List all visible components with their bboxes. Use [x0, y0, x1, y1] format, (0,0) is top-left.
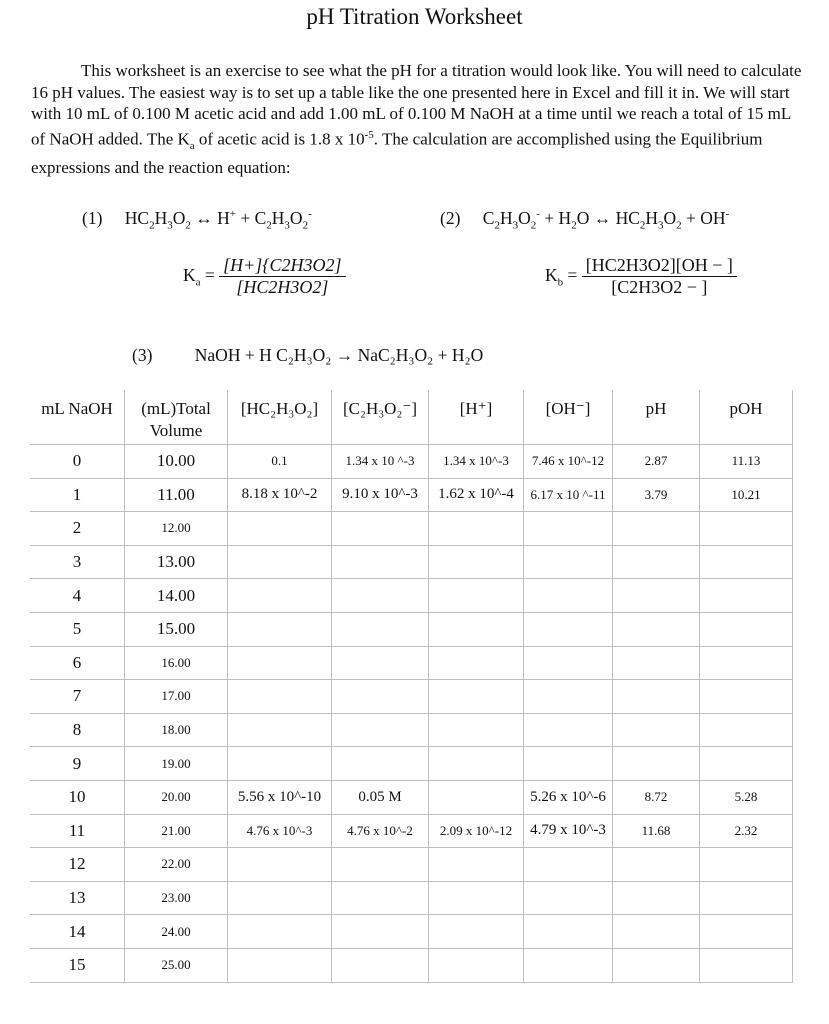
- cell-oh: [524, 680, 613, 714]
- cell-ml-naoh: 1: [30, 478, 125, 512]
- equation-3-text: NaOH + H C₂H₃O₂ → NaC₂H₃O₂ + H₂O: [194, 345, 484, 365]
- ka-numerator: [H+]{C2H3O2]: [219, 255, 345, 277]
- cell-hc2h3o2: [228, 881, 332, 915]
- cell-total-volume: 19.00: [125, 747, 228, 781]
- intro-text-mid: of acetic acid is 1.8 x 10: [194, 129, 365, 149]
- table-row: [30, 915, 793, 949]
- cell-c2h3o2: [332, 680, 429, 714]
- cell-ph: [613, 881, 700, 915]
- cell-c2h3o2: [332, 848, 429, 882]
- cell-hc2h3o2: [228, 848, 332, 882]
- cell-ml-naoh: 5: [30, 612, 125, 646]
- ka-denominator: [HC2H3O2]: [236, 277, 329, 297]
- cell-h: [429, 780, 524, 814]
- cell-c2h3o2: [332, 747, 429, 781]
- table-row: [30, 680, 793, 714]
- cell-c2h3o2: [332, 545, 429, 579]
- cell-ph: [613, 512, 700, 546]
- cell-oh: [524, 579, 613, 613]
- cell-oh: 4.79 x 10^-3: [524, 814, 613, 848]
- cell-hc2h3o2: 5.56 x 10^-10: [228, 780, 332, 814]
- cell-h: [429, 915, 524, 949]
- cell-c2h3o2: 1.34 x 10 ^-3: [332, 445, 429, 479]
- cell-ph: [613, 713, 700, 747]
- cell-ml-naoh: 6: [30, 646, 125, 680]
- cell-poh: [700, 646, 793, 680]
- cell-h: 1.62 x 10^-4: [429, 478, 524, 512]
- cell-ph: [613, 612, 700, 646]
- cell-total-volume: 12.00: [125, 512, 228, 546]
- table-row: [30, 579, 793, 613]
- cell-total-volume: 14.00: [125, 579, 228, 613]
- ka-symbol: $K_a$ =: [183, 264, 215, 289]
- equation-3-label: (3): [132, 345, 153, 365]
- cell-oh: [524, 646, 613, 680]
- cell-ph: [613, 680, 700, 714]
- cell-oh: [524, 713, 613, 747]
- table-row: [30, 545, 793, 579]
- cell-poh: [700, 915, 793, 949]
- cell-poh: [700, 512, 793, 546]
- cell-h: 2.09 x 10^-12: [429, 814, 524, 848]
- cell-ml-naoh: 3: [30, 545, 125, 579]
- header-ph: pH: [613, 390, 700, 445]
- cell-ml-naoh: 9: [30, 747, 125, 781]
- table-header-row: [30, 390, 793, 445]
- table-row: [30, 646, 793, 680]
- table-row: [30, 612, 793, 646]
- equation-2-label: (2): [440, 208, 461, 228]
- cell-total-volume: 16.00: [125, 646, 228, 680]
- cell-total-volume: 22.00: [125, 848, 228, 882]
- cell-hc2h3o2: 4.76 x 10^-3: [228, 814, 332, 848]
- cell-ph: [613, 848, 700, 882]
- cell-total-volume: 24.00: [125, 915, 228, 949]
- cell-ph: 8.72: [613, 780, 700, 814]
- titration-table: [30, 390, 793, 983]
- cell-ph: [613, 646, 700, 680]
- cell-total-volume: 11.00: [125, 478, 228, 512]
- kb-denominator: [C2H3O2 − ]: [611, 277, 708, 297]
- cell-h: [429, 948, 524, 982]
- table-row: [30, 780, 793, 814]
- cell-ph: [613, 948, 700, 982]
- cell-h: [429, 646, 524, 680]
- cell-poh: 10.21: [700, 478, 793, 512]
- cell-ml-naoh: 15: [30, 948, 125, 982]
- cell-hc2h3o2: [228, 545, 332, 579]
- cell-total-volume: 20.00: [125, 780, 228, 814]
- ka-subscript: a: [189, 139, 195, 152]
- table-row: [30, 478, 793, 512]
- cell-h: [429, 680, 524, 714]
- cell-poh: 5.28: [700, 780, 793, 814]
- cell-ph: [613, 579, 700, 613]
- cell-h: [429, 512, 524, 546]
- cell-hc2h3o2: [228, 579, 332, 613]
- cell-hc2h3o2: [228, 680, 332, 714]
- cell-hc2h3o2: [228, 747, 332, 781]
- cell-c2h3o2: [332, 579, 429, 613]
- cell-c2h3o2: 0.05 M: [332, 780, 429, 814]
- cell-ml-naoh: 8: [30, 713, 125, 747]
- cell-hc2h3o2: 8.18 x 10^-2: [228, 478, 332, 512]
- cell-h: [429, 579, 524, 613]
- cell-poh: [700, 848, 793, 882]
- equation-3: [132, 345, 483, 366]
- ka-exponent: -5: [364, 128, 374, 141]
- cell-poh: [700, 713, 793, 747]
- cell-ph: 11.68: [613, 814, 700, 848]
- table-row: [30, 948, 793, 982]
- cell-ml-naoh: 2: [30, 512, 125, 546]
- cell-ph: 2.87: [613, 445, 700, 479]
- header-ml-naoh: mL NaOH: [30, 390, 125, 445]
- table-row: [30, 881, 793, 915]
- cell-total-volume: 15.00: [125, 612, 228, 646]
- cell-poh: [700, 545, 793, 579]
- cell-oh: [524, 881, 613, 915]
- cell-c2h3o2: [332, 612, 429, 646]
- cell-total-volume: 23.00: [125, 881, 228, 915]
- cell-total-volume: 10.00: [125, 445, 228, 479]
- table-row: [30, 848, 793, 882]
- cell-ph: [613, 545, 700, 579]
- cell-poh: 11.13: [700, 445, 793, 479]
- cell-hc2h3o2: [228, 915, 332, 949]
- cell-oh: 6.17 x 10 ^-11: [524, 478, 613, 512]
- cell-h: [429, 713, 524, 747]
- kb-expression: [545, 255, 737, 298]
- intro-text-end: . The calculation are accomplished using the Equilibrium expressions and the reaction equation:: [31, 129, 763, 178]
- cell-h: [429, 612, 524, 646]
- equation-1: (1) $HC_2H_3O_2$ ↔ $H^+ + C_2H_3O_2^-$: [82, 208, 312, 232]
- cell-poh: [700, 948, 793, 982]
- cell-h: [429, 747, 524, 781]
- cell-hc2h3o2: 0.1: [228, 445, 332, 479]
- header-total-volume: (mL)Total Volume: [125, 390, 228, 445]
- table-row: [30, 713, 793, 747]
- cell-poh: [700, 881, 793, 915]
- cell-c2h3o2: [332, 948, 429, 982]
- table-row: [30, 445, 793, 479]
- cell-c2h3o2: [332, 881, 429, 915]
- cell-ph: [613, 915, 700, 949]
- cell-oh: 7.46 x 10^-12: [524, 445, 613, 479]
- table-row: [30, 512, 793, 546]
- header-c2h3o2: [C₂H₃O₂⁻]: [332, 390, 429, 445]
- intro-paragraph: [31, 60, 806, 179]
- header-oh: [OH⁻]: [524, 390, 613, 445]
- cell-hc2h3o2: [228, 512, 332, 546]
- cell-total-volume: 13.00: [125, 545, 228, 579]
- cell-ml-naoh: 14: [30, 915, 125, 949]
- header-h: [H⁺]: [429, 390, 524, 445]
- cell-c2h3o2: 4.76 x 10^-2: [332, 814, 429, 848]
- cell-oh: [524, 915, 613, 949]
- cell-hc2h3o2: [228, 612, 332, 646]
- kb-numerator: [HC2H3O2][OH − ]: [582, 255, 737, 277]
- ka-expression: [183, 255, 346, 298]
- cell-c2h3o2: [332, 713, 429, 747]
- cell-total-volume: 17.00: [125, 680, 228, 714]
- cell-total-volume: 21.00: [125, 814, 228, 848]
- cell-oh: 5.26 x 10^-6: [524, 780, 613, 814]
- kb-symbol: $K_b$ =: [545, 264, 578, 289]
- cell-ph: 3.79: [613, 478, 700, 512]
- cell-ml-naoh: 10: [30, 780, 125, 814]
- cell-oh: [524, 612, 613, 646]
- cell-poh: 2.32: [700, 814, 793, 848]
- cell-poh: [700, 612, 793, 646]
- cell-c2h3o2: [332, 915, 429, 949]
- cell-h: [429, 848, 524, 882]
- cell-oh: [524, 848, 613, 882]
- cell-ml-naoh: 11: [30, 814, 125, 848]
- cell-poh: [700, 579, 793, 613]
- cell-h: 1.34 x 10^-3: [429, 445, 524, 479]
- cell-poh: [700, 747, 793, 781]
- cell-ml-naoh: 13: [30, 881, 125, 915]
- header-poh: pOH: [700, 390, 793, 445]
- cell-c2h3o2: 9.10 x 10^-3: [332, 478, 429, 512]
- cell-ml-naoh: 12: [30, 848, 125, 882]
- cell-oh: [524, 948, 613, 982]
- cell-h: [429, 545, 524, 579]
- cell-ph: [613, 747, 700, 781]
- cell-c2h3o2: [332, 646, 429, 680]
- cell-oh: [524, 512, 613, 546]
- cell-ml-naoh: 7: [30, 680, 125, 714]
- cell-poh: [700, 680, 793, 714]
- intro-text: This worksheet is an exercise to see what the pH for a titration would look like. You will need to calculate 16 pH values. The easiest way is to set up a table like the one presented here in Excel and fill it in. We will start with 10 mL of 0.100 M acetic acid and add 1.00 mL of 0.100 M NaOH at a time until we reach a total of 15 mL of NaOH added. The K: [31, 61, 802, 149]
- cell-ml-naoh: 0: [30, 445, 125, 479]
- cell-oh: [524, 545, 613, 579]
- table-row: [30, 747, 793, 781]
- cell-c2h3o2: [332, 512, 429, 546]
- header-hc2h3o2: [HC₂H₃O₂]: [228, 390, 332, 445]
- cell-hc2h3o2: [228, 948, 332, 982]
- cell-hc2h3o2: [228, 713, 332, 747]
- cell-oh: [524, 747, 613, 781]
- cell-h: [429, 881, 524, 915]
- equation-2: (2) $C_2H_3O_2^- + H_2O$ ↔ $HC_2H_3O_2 + OH^-$: [440, 208, 730, 232]
- equation-1-label: (1): [82, 208, 103, 228]
- table-row: [30, 814, 793, 848]
- page-title: pH Titration Worksheet: [306, 4, 523, 29]
- cell-ml-naoh: 4: [30, 579, 125, 613]
- cell-total-volume: 25.00: [125, 948, 228, 982]
- cell-total-volume: 18.00: [125, 713, 228, 747]
- cell-hc2h3o2: [228, 646, 332, 680]
